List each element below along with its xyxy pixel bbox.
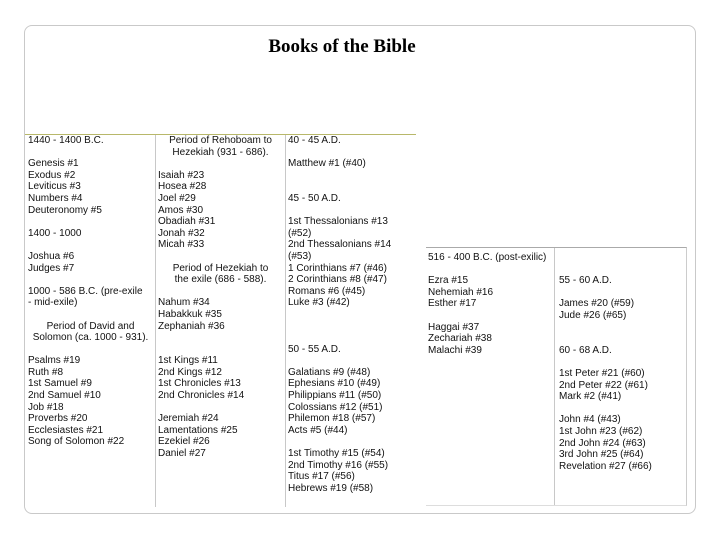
table-line: Jeremiah #24 bbox=[158, 413, 219, 425]
table-line bbox=[559, 264, 685, 276]
table-line bbox=[559, 333, 685, 345]
table-line bbox=[28, 239, 153, 251]
table-line: Ephesians #10 (#49) bbox=[288, 378, 381, 390]
table-line bbox=[28, 216, 153, 228]
table-line bbox=[158, 251, 283, 263]
table-line: 516 - 400 B.C. (post-exilic) bbox=[428, 252, 547, 263]
table-line bbox=[28, 274, 153, 286]
table-line: Nehemiah #16 bbox=[428, 286, 494, 298]
table-line: 55 - 60 A.D. bbox=[559, 275, 612, 287]
left-column-1 bbox=[28, 135, 153, 448]
table-line: 50 - 55 A.D. bbox=[288, 343, 341, 355]
table-line: Joshua #6 bbox=[28, 250, 75, 262]
table-line bbox=[288, 436, 414, 448]
table-line: Hosea #28 bbox=[158, 181, 207, 193]
table-line bbox=[28, 147, 153, 159]
table-line: Genesis #1 bbox=[28, 158, 79, 170]
table-line: Philemon #18 (#57) bbox=[288, 413, 376, 425]
table-line: 60 - 68 A.D. bbox=[559, 344, 612, 356]
table-line: 1st Samuel #9 bbox=[28, 378, 92, 390]
table-line: Luke #3 (#42) bbox=[288, 297, 350, 309]
table-line: Zechariah #38 bbox=[428, 333, 492, 345]
table-line bbox=[559, 287, 685, 299]
table-line: Habakkuk #35 bbox=[158, 308, 222, 320]
table-line: Mark #2 (#41) bbox=[559, 391, 622, 403]
table-line: 2nd Timothy #16 (#55) bbox=[288, 459, 389, 471]
table-line: Exodus #2 bbox=[28, 169, 76, 181]
table-line bbox=[288, 332, 414, 344]
table-line: Deuteronomy #5 bbox=[28, 204, 102, 216]
table-line: James #20 (#59) bbox=[559, 298, 635, 310]
table-line: Period of Rehoboam to bbox=[169, 135, 272, 146]
table-line: Judges #7 bbox=[28, 262, 75, 274]
table-line bbox=[158, 332, 283, 344]
table-line bbox=[288, 181, 414, 193]
table-line: Nahum #34 bbox=[158, 297, 210, 309]
table-line: Period of Hezekiah to bbox=[172, 262, 269, 274]
table-line: Romans #6 (#45) bbox=[288, 285, 366, 297]
table-line bbox=[28, 344, 153, 356]
table-line: 2nd John #24 (#63) bbox=[559, 437, 646, 449]
table-line: Micah #33 bbox=[158, 239, 205, 251]
table-line bbox=[559, 252, 685, 264]
table-line: Philippians #11 (#50) bbox=[288, 390, 382, 402]
table-line: Galatians #9 (#48) bbox=[288, 366, 371, 378]
table-line bbox=[288, 147, 414, 159]
left-column-3 bbox=[288, 135, 414, 494]
table-line: - mid-exile) bbox=[28, 297, 78, 309]
table-line: 2nd Thessalonians #14 bbox=[288, 239, 392, 251]
table-line: the exile (686 - 588). bbox=[174, 274, 267, 286]
table-line bbox=[288, 309, 414, 321]
table-line: Jonah #32 bbox=[158, 227, 205, 239]
table-line: Ruth #8 bbox=[28, 366, 64, 378]
table-line: Hezekiah (931 - 686). bbox=[172, 146, 269, 158]
table-line bbox=[158, 158, 283, 170]
table-line: Esther #17 bbox=[428, 298, 477, 310]
table-line: Numbers #4 bbox=[28, 192, 83, 204]
table-line bbox=[158, 344, 283, 356]
page-title: Books of the Bible bbox=[268, 36, 416, 57]
table-line: Leviticus #3 bbox=[28, 181, 81, 193]
column-divider bbox=[554, 248, 555, 505]
table-line: Lamentations #25 bbox=[158, 424, 238, 436]
table-line: Amos #30 bbox=[158, 204, 204, 216]
table-line: 1400 - 1000 bbox=[28, 227, 82, 239]
table-line: 40 - 45 A.D. bbox=[288, 135, 341, 146]
table-line: Obadiah #31 bbox=[158, 216, 216, 228]
table-line: 1st Kings #11 bbox=[158, 355, 218, 367]
table-line bbox=[559, 322, 685, 334]
table-line: 2nd Samuel #10 bbox=[28, 390, 101, 402]
table-line: Solomon (ca. 1000 - 931). bbox=[32, 332, 149, 344]
table-line: Song of Solomon #22 bbox=[28, 436, 125, 448]
table-line bbox=[559, 403, 685, 415]
table-line: Acts #5 (#44) bbox=[288, 424, 348, 436]
table-line bbox=[28, 309, 153, 321]
table-line: 2nd Chronicles #14 bbox=[158, 390, 245, 402]
table-line: Haggai #37 bbox=[428, 321, 480, 333]
table-line: Titus #17 (#56) bbox=[288, 471, 355, 483]
table-line: 1000 - 586 B.C. (pre-exile bbox=[28, 285, 143, 297]
column-divider bbox=[285, 135, 286, 507]
table-line bbox=[158, 286, 283, 298]
table-line: 1st John #23 (#62) bbox=[559, 425, 643, 437]
table-line: 1st Timothy #15 (#54) bbox=[288, 448, 385, 460]
table-line: John #4 (#43) bbox=[559, 414, 621, 426]
table-line bbox=[428, 264, 554, 276]
table-line bbox=[288, 170, 414, 182]
table-line: 45 - 50 A.D. bbox=[288, 192, 341, 204]
table-line bbox=[428, 310, 554, 322]
table-line: Isaiah #23 bbox=[158, 169, 205, 181]
table-line bbox=[288, 321, 414, 333]
table-line: 3rd John #25 (#64) bbox=[559, 449, 644, 461]
left-column-2 bbox=[158, 135, 283, 460]
table-line bbox=[559, 356, 685, 368]
table-line: Proverbs #20 bbox=[28, 413, 88, 425]
table-left bbox=[25, 134, 416, 507]
table-line: Period of David and bbox=[46, 320, 135, 332]
table-line: Revelation #27 (#66) bbox=[559, 460, 652, 472]
table-line: Daniel #27 bbox=[158, 448, 206, 460]
table-line: Job #18 bbox=[28, 401, 64, 413]
right-column-1 bbox=[428, 252, 554, 356]
table-line: 2 Corinthians #8 (#47) bbox=[288, 274, 387, 286]
table-line: 2nd Peter #22 (#61) bbox=[559, 379, 648, 391]
table-line: Colossians #12 (#51) bbox=[288, 401, 383, 413]
table-line: Zephaniah #36 bbox=[158, 320, 225, 332]
table-line: Joel #29 bbox=[158, 192, 196, 204]
table-right bbox=[426, 247, 687, 506]
table-line: 1st Thessalonians #13 bbox=[288, 216, 388, 228]
right-column-2 bbox=[559, 252, 685, 472]
table-line bbox=[288, 205, 414, 217]
table-line: 1 Corinthians #7 (#46) bbox=[288, 262, 387, 274]
table-line: Psalms #19 bbox=[28, 355, 81, 367]
column-divider bbox=[155, 135, 156, 507]
table-line bbox=[158, 402, 283, 414]
table-line: 1440 - 1400 B.C. bbox=[28, 135, 104, 146]
table-line: (#53) bbox=[288, 250, 312, 262]
table-line: 2nd Kings #12 bbox=[158, 366, 222, 378]
table-line: Ezekiel #26 bbox=[158, 436, 210, 448]
table-line: Ecclesiastes #21 bbox=[28, 424, 104, 436]
table-line: Matthew #1 (#40) bbox=[288, 158, 366, 170]
table-line: Hebrews #19 (#58) bbox=[288, 482, 374, 494]
table-line: Jude #26 (#65) bbox=[559, 309, 627, 321]
table-line: Ezra #15 bbox=[428, 275, 469, 287]
table-line: Malachi #39 bbox=[428, 344, 482, 356]
table-line bbox=[288, 355, 414, 367]
table-line: (#52) bbox=[288, 227, 312, 239]
table-line: 1st Chronicles #13 bbox=[158, 378, 241, 390]
table-line: 1st Peter #21 (#60) bbox=[559, 367, 645, 379]
